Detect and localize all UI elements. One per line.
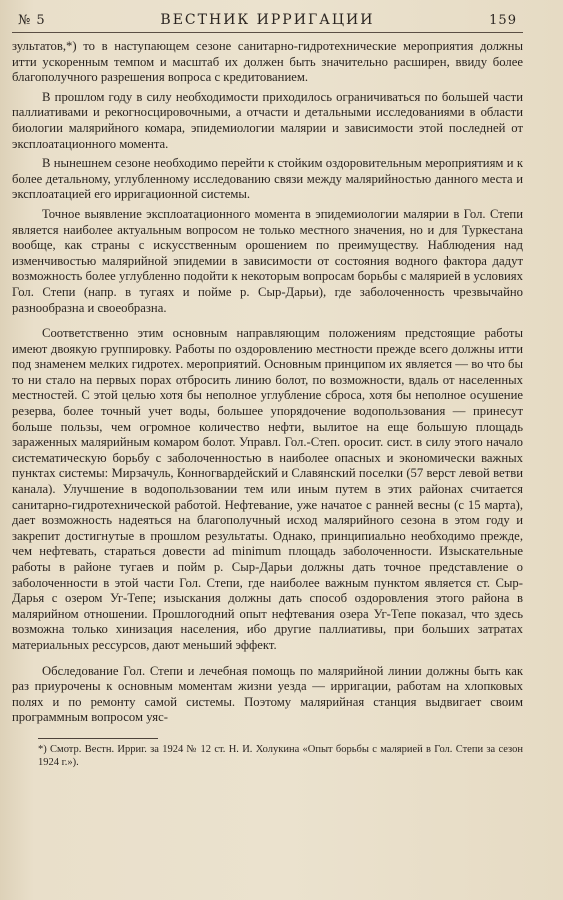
footnote-divider: [38, 738, 158, 739]
issue-number: № 5: [18, 13, 46, 28]
page-number: 159: [489, 13, 517, 28]
footnote-text: *) Смотр. Вестн. Ирриг. за 1924 № 12 ст. Н. И. Холукина «Опыт борьбы с малярией в Гол. Степи за сезон 1924 г.»).: [38, 743, 523, 768]
article-body: [12, 39, 523, 726]
paragraph: Соответственно этим основным направляющим положениям предстоящие работы имеют двоякую группировку. Работы по оздоровлению местности прежде всего должны итти под знаменем мелких гидротех. мероприятий. Основным принципом их является — во что бы то ни стало на первых порах отбросить линию болот, по возможности, вдаль от населенных местностей. С этой целью хотя бы неполное углубление сброса, хотя бы неполное осушение резерва, более точный учет воды, большее упорядочение водопользования — принесут больше пользы, чем огромное количество нефти, вылитое на еще большую площадь зараженных малярийным комаром болот. Управл. Гол.-Степ. оросит. сист. в силу этого начало систематическую борьбу с заболоченностью в наиболее опасных и экономически важных пунктах системы: Мирзачуль, Конногвардейский и Славянский поселки (57 верст левой ветви канала). Улучшение в водопользовании тем или иным путем в этих районах считается санитарно-гидротехнической работой. Нефтевание, уже начатое с ранней весны (с 15 марта), дает возможность надеяться на благополучный исход малярийного сезона в этом году и закрепит достигнутые в прошлом результаты. Однако, принципиально необходимо прежде, чем нефтевать, стараться довести ad minimum площадь заболоченности. Изыскательные работы в районе тугаев и пойм р. Сыр-Дарьи должны дать точное представление о заболоченности в этой части Гол. Степи, где наиболее важным пунктом является ст. Сыр-Дарья с озером Уг-Тепе; изыскания должны дать способ оздоровления этого района в малярийном отношении. Прошлогодний опыт нефтевания озера Уг-Тепе показал, что здесь возможна только хинизация населения, ибо другие паллиативы, при больших затратах материальных рессурсов, дают меньший эффект.: [12, 326, 523, 652]
paragraph: зультатов,*) то в наступающем сезоне санитарно-гидротехнические мероприятия должны итти ускоренным темпом и масштаб их должен быть значительно расширен, ввиду более благополучного разрешения вопроса с кредитованием.: [12, 39, 523, 85]
paragraph: В нынешнем сезоне необходимо перейти к стойким оздоровительным мероприятиям и к более детальному, углубленному исследованию связи между малярийностью данного места и эксплоатацией его ирригационной системы.: [12, 156, 523, 202]
paragraph: В прошлом году в силу необходимости приходилось ограничиваться по большей части паллиативами и рекогносцировочными, а отчасти и детальными исследованиями в области биологии малярийного комара, эпидемиологии малярии и зависимости этой последней от эксплоатационного момента.: [12, 89, 523, 151]
footnote: [12, 743, 523, 769]
running-header: [12, 8, 523, 33]
paragraph: Обследование Гол. Степи и лечебная помощь по малярийной линии должны быть как раз приурочены к основным моментам жизни уезда — ирригации, работам на хлопковых полях и по ремонту самой системы. Поэтому малярийная станция выдвигает своим программным вопросом уяс-: [12, 663, 523, 725]
journal-title: ВЕСТНИК ИРРИГАЦИИ: [160, 12, 375, 28]
paragraph: Точное выявление эксплоатационного момента в эпидемиологии малярии в Гол. Степи является наиболее актуальным вопросом не только местного значения, но и для Туркестана вообще, как страны с искусственным орошением по преимуществу. Наблюдения над изменчивостью малярийной эпидемии в зависимости от состояния водного фактора дадут возможность более углубленно подойти к некоторым вопросам борьбы с малярией в условиях Гол. Степи (напр. в тугаях и пойме р. Сыр-Дарьи), где заболоченность чрезвычайно разнообразна и своеобразна.: [12, 206, 523, 315]
